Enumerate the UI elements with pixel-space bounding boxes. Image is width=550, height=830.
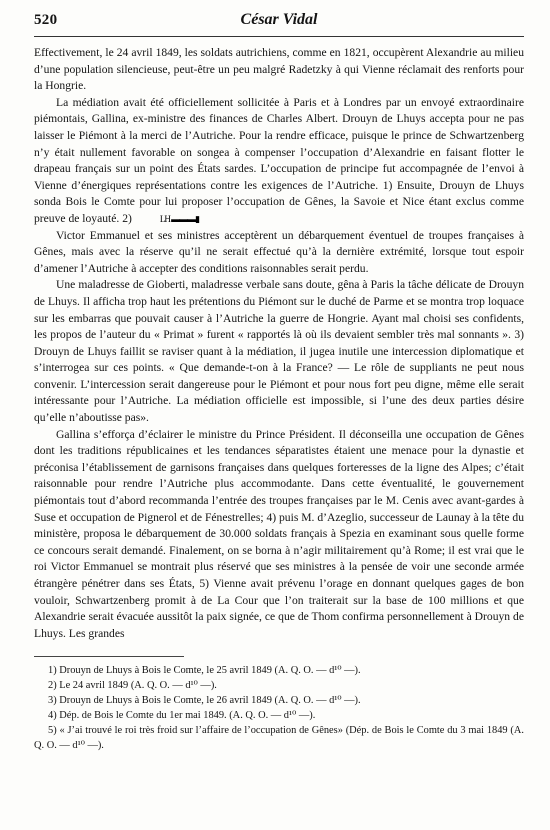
footnote: 4) Dép. de Bois le Comte du 1er mai 1849. (A. Q. O. — d¹⁰ —). bbox=[48, 710, 316, 722]
paragraph bbox=[34, 95, 524, 228]
header-rule bbox=[34, 36, 524, 37]
paragraph: Gallina s’efforça d’éclairer le ministre du Prince Président. Il déconseilla une occupation de Gênes dont les traditions républicaines et les tendances séparatistes étaient une menace pour la dynastie et préconisa l’établissement de garnisons françaises dans quelques forteresses de la ligne des Alpes; c’était raisonnable pour rendre l’Autriche plus accommodante. Dans cette éventualité, le gouvernement piémontais tout d’abord recommanda l’entrée des troupes françaises par le M. Cenis avec avant-gardes à Suse et occupation de Pignerol et de Fénestrelles; 4) puis M. d’Azeglio, successeur de Launay à la tête du ministère, proposa le débarquement de 30.000 soldats français à Spezia en examinant sous quelle forme ce concours serait demandé. Finalement, on se borna à n’agir militairement qu’à Rome; il est vrai que le roi Victor Emmanuel se montrait plus réservé que ses ministres à la pensée de voir une seconde armée étrangère pénétrer dans ses États, 5) Vienne avait prévenu l’orage en donnant quelques gages de bon vouloir, Schwartzenberg promit à de La Cour que l’on traiterait sur la base de 100 millions et que Alexandrie serait évacuée aussitôt la paix signée, ce que de Thom confirma personnellement à Drouyn de Lhuys. Les grandes bbox=[34, 427, 525, 640]
paragraph: Effectivement, le 24 avril 1849, les soldats autrichiens, comme en 1821, occupèrent Alexandrie au milieu d’une population silencieuse, peut-être un peu malgré Radetzky à qui Vienne réclamait des renforts pour la Hongrie. bbox=[34, 46, 524, 93]
ink-stamp-mark: LH ▬▬▬▮ bbox=[159, 213, 200, 224]
footnote: 3) Drouyn de Lhuys à Bois le Comte, le 26 avril 1849 (A. Q. O. — d¹⁰ —). bbox=[48, 695, 361, 707]
body-text bbox=[34, 45, 524, 642]
page-number: 520 bbox=[34, 12, 58, 28]
paragraph: Une maladresse de Gioberti, maladresse verbale sans doute, gêna à Paris la tâche délicate de Drouyn de Lhuys. Il afficha trop haut les prétentions du Piémont sur le duché de Parme et se montra trop loquace sur les embarras que pouvait causer à l’Autriche la guerre de Hongrie. Ayant mal choisi ses confidents, les propos de l’auteur du « Primat » furent « rapportés là où ils devaient sembler très mal sonnants ». 3) Drouyn de Lhuys faillit se raviser quant à la médiation, il jugea inutile une intercession diplomatique et s’interrogea sur ces points. « Que demande-t-on à la France? — Le rôle de suppliants ne peut nous convenir. L’intercession serait dangereuse pour le Piémont et pour nous fort peu digne, même elle serait intéressante pour l’Autriche. La médiation officielle est impossible, si l’une des deux parties désire qu’elle n’aboutisse pas». bbox=[34, 278, 524, 425]
footnote-rule bbox=[34, 656, 184, 657]
paragraph-text: La médiation avait été officiellement sollicitée à Paris et à Londres par un envoyé extraordinaire piémontais, Gallina, ex-ministre des finances de Charles Albert. Drouyn de Lhuys accepta pour ne pas laisser le Piémont à la merci de l’Autriche. Pour la rendre efficace, puisque le prince de Schwartzenberg n’y était nullement favorable on songea à compenser l’occupation d’Alexandrie en faisant flotter le drapeau français sur un point des États sardes. L’occupation de principe fut accompagnée de l’envoi à Vienne d’énergiques représentations contre les exigences de l’Autriche. 1) Ensuite, Drouyn de Lhuys sonda Bois le Comte pour lui proposer l’occupation de Gênes, la Savoie et Nice étant exclus comme preuve de loyauté. 2) bbox=[34, 95, 524, 225]
running-head: César Vidal bbox=[240, 11, 318, 28]
page-header bbox=[34, 10, 524, 34]
footnote: 1) Drouyn de Lhuys à Bois le Comte, le 25 avril 1849 (A. Q. O. — d¹⁰ —). bbox=[48, 665, 361, 677]
footnote: 2) Le 24 avril 1849 (A. Q. O. — d¹⁰ —). bbox=[48, 680, 217, 692]
paragraph: Victor Emmanuel et ses ministres acceptèrent un débarquement éventuel de troupes françaises à Gênes, mais avec la réserve qu’il ne serait effectué qu’à la dernière extrémité, lorsque tout espoir d’amener l’Autriche à accepter des conditions raisonnables serait perdu. bbox=[34, 228, 524, 275]
footnote: 5) « J’ai trouvé le roi très froid sur l’affaire de l’occupation de Gênes» (Dép. de Bois le Comte du 3 mai 1849 (A. Q. O. — d¹⁰ —). bbox=[34, 725, 524, 752]
footnotes bbox=[34, 663, 524, 753]
